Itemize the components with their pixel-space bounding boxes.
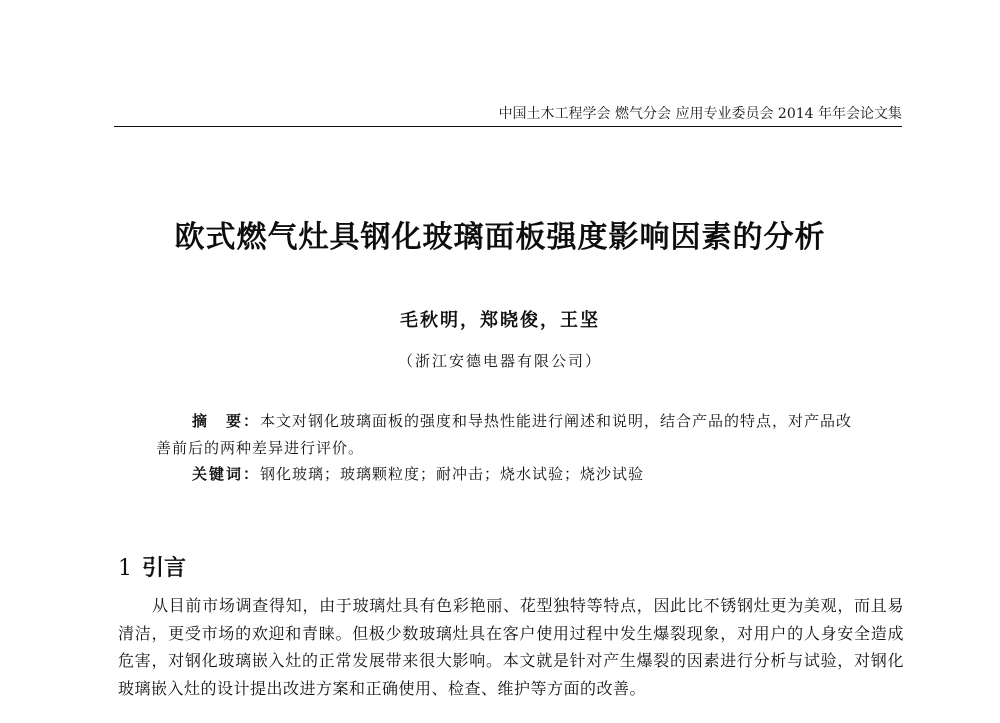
keywords-label: 关键词：: [192, 465, 261, 483]
section-paragraph: 从目前市场调查得知，由于玻璃灶具有色彩艳丽、花型独特等特点，因此比不锈钢灶更为美观，而且易清洁，更受市场的欢迎和青睐。但极少数玻璃灶具在客户使用过程中发生爆裂现象，对用户的人身安全造成危害，对钢化玻璃嵌入灶的正常发展带来很大影响。本文就是针对产生爆裂的因素进行分析与试验，对钢化玻璃嵌入灶的设计提出改进方案和正确使用、检查、维护等方面的改善。: [118, 596, 904, 698]
header-rule: [114, 126, 902, 127]
section-heading: [118, 551, 186, 582]
keywords-text: 钢化玻璃；玻璃颗粒度；耐冲击；烧水试验；烧沙试验: [260, 465, 645, 483]
authors: 毛秋明，郑晓俊，王坚: [400, 310, 600, 331]
paper-title: 欧式燃气灶具钢化玻璃面板强度影响因素的分析: [174, 220, 826, 255]
keywords: [192, 461, 872, 488]
abstract-label: 摘 要：: [192, 412, 261, 430]
section-number: 1: [118, 556, 132, 581]
abstract-text: 本文对钢化玻璃面板的强度和导热性能进行阐述和说明，结合产品的特点，对产品改善前后的两种差异进行评价。: [156, 412, 853, 457]
abstract: [156, 408, 868, 462]
affiliation: （浙江安德电器有限公司）: [397, 352, 602, 370]
running-header: 中国土木工程学会 燃气分会 应用专业委员会 2014 年年会论文集: [498, 106, 902, 122]
section-title: 引言: [142, 556, 187, 581]
